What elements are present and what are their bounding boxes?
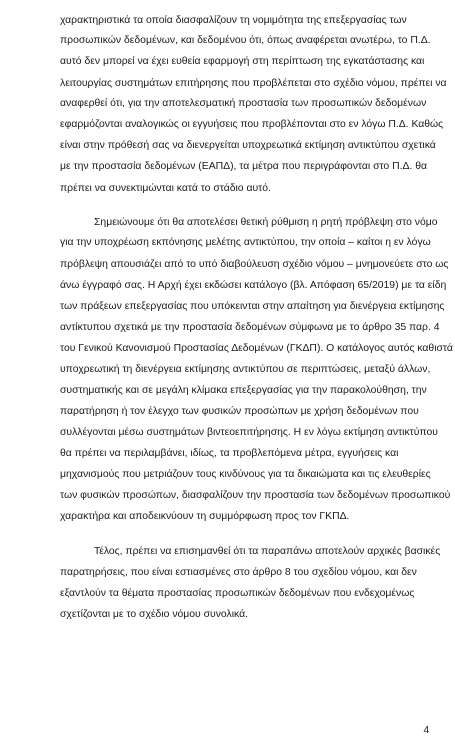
page-number: 4 — [423, 725, 429, 736]
paragraph-2-line-1: Σημειώνουμε ότι θα αποτελέσει θετική ρύθμιση η ρητή πρόβλεψη στο νόμο — [94, 217, 438, 228]
paragraph-2-line-14: των φυσικών προσώπων, διασφαλίζουν την προστασία των δεδομένων προσωπικού — [60, 490, 451, 501]
paragraph-2-line-13: μηχανισμούς που μετριάζουν τους κινδύνους για τα δικαιώματα και τις ελευθερίες — [60, 469, 431, 480]
paragraph-2-line-12: θα πρέπει να περιλαμβάνει, ιδίως, τα προβλεπόμενα μέτρα, εγγυήσεις και — [60, 448, 399, 459]
paragraph-2-line-5: των πράξεων επεξεργασίας που υπόκεινται στην απαίτηση για διενέργεια εκτίμησης — [60, 301, 445, 312]
paragraph-1-line-4: λειτουργίας συστημάτων επιτήρησης που προβλέπεται στο σχέδιο νόμου, πρέπει να — [60, 78, 447, 89]
paragraph-3-line-1: Τέλος, πρέπει να επισημανθεί ότι τα παραπάνω αποτελούν αρχικές βασικές — [94, 546, 441, 557]
paragraph-2-line-3: πρόβλεψη απουσιάζει από το υπό διαβούλευση σχέδιο νόμου – μνημονεύετε στο ως — [60, 259, 449, 270]
paragraph-2-line-11: συλλέγονται μέσω συστημάτων βιντεοεπιτήρησης. Η εν λόγω εκτίμηση αντικτύπου — [60, 427, 438, 438]
paragraph-2-line-8: υποχρεωτική τη διενέργεια εκτίμησης αντικτύπου σε περιπτώσεις, μεταξύ άλλων, — [60, 364, 431, 375]
paragraph-2-line-10: παρατήρηση ή τον έλεγχο των φυσικών προσώπων με χρήση δεδομένων που — [60, 406, 419, 417]
paragraph-1-line-3: αυτό δεν μπορεί να έχει ευθεία εφαρμογή στη περίπτωση της εγκατάστασης και — [60, 56, 425, 67]
paragraph-2-line-6: αντίκτυπου σχετικά με την προστασία δεδομένων σύμφωνα με το άρθρο 35 παρ. 4 — [60, 322, 440, 333]
paragraph-1-line-5: αναφερθεί ότι, για την αποτελεσματική προστασία των προσωπικών δεδομένων — [60, 98, 427, 109]
paragraph-3-line-4: σχετίζονται με το σχέδιο νόμου συνολικά. — [60, 609, 248, 620]
paragraph-2-line-4: άνω έγγραφό σας. Η Αρχή έχει εκδώσει κατάλογο (βλ. Απόφαση 65/2019) με τα είδη — [60, 280, 447, 291]
paragraph-2-line-15: χαρακτήρα και αποδεικνύουν τη συμμόρφωση προς τον ΓΚΠΔ. — [60, 511, 350, 522]
paragraph-3-line-3: εξαντλούν τα θέματα προστασίας προσωπικών δεδομένων που ενδεχομένως — [60, 588, 415, 599]
paragraph-3-line-2: παρατηρήσεις, που είναι εστιασμένες στο άρθρο 8 του σχεδίου νόμου, και δεν — [60, 567, 417, 578]
paragraph-1-line-1: χαρακτηριστικά τα οποία διασφαλίζουν τη νομιμότητα της επεξεργασίας των — [60, 15, 407, 26]
paragraph-2-line-2: για την υποχρέωση εκπόνησης μελέτης αντικτύπου, την οποία – καίτοι η εν λόγω — [60, 237, 431, 248]
paragraph-2-line-9: συστηματικής και σε μεγάλη κλίμακα επεξεργασίας για την παρακολούθηση, την — [60, 385, 427, 396]
paragraph-1-line-9: πρέπει να συνεκτιμώνται κατά το στάδιο αυτό. — [60, 183, 271, 194]
paragraph-1-line-2: προσωπικών δεδομένων, και δεδομένου ότι, όπως αναφέρεται ανωτέρω, το Π.Δ. — [60, 35, 431, 46]
paragraph-1-line-7: είναι στην πρόθεσή σας να διενεργείται υποχρεωτικά εκτίμηση αντικτύπου σχετικά — [60, 140, 436, 151]
paragraph-1-line-8: με την προστασία δεδομένων (ΕΑΠΔ), τα μέτρα που περιγράφονται στο Π.Δ. θα — [60, 161, 427, 172]
paragraph-2-line-7: του Γενικού Κανονισμού Προστασίας Δεδομένων (ΓΚΔΠ). Ο κατάλογος αυτός καθιστά — [60, 343, 453, 354]
paragraph-1-line-6: εφαρμόζονται αναλογικώς οι εγγυήσεις που προβλέπονται στο εν λόγω Π.Δ. Καθώς — [60, 119, 444, 130]
